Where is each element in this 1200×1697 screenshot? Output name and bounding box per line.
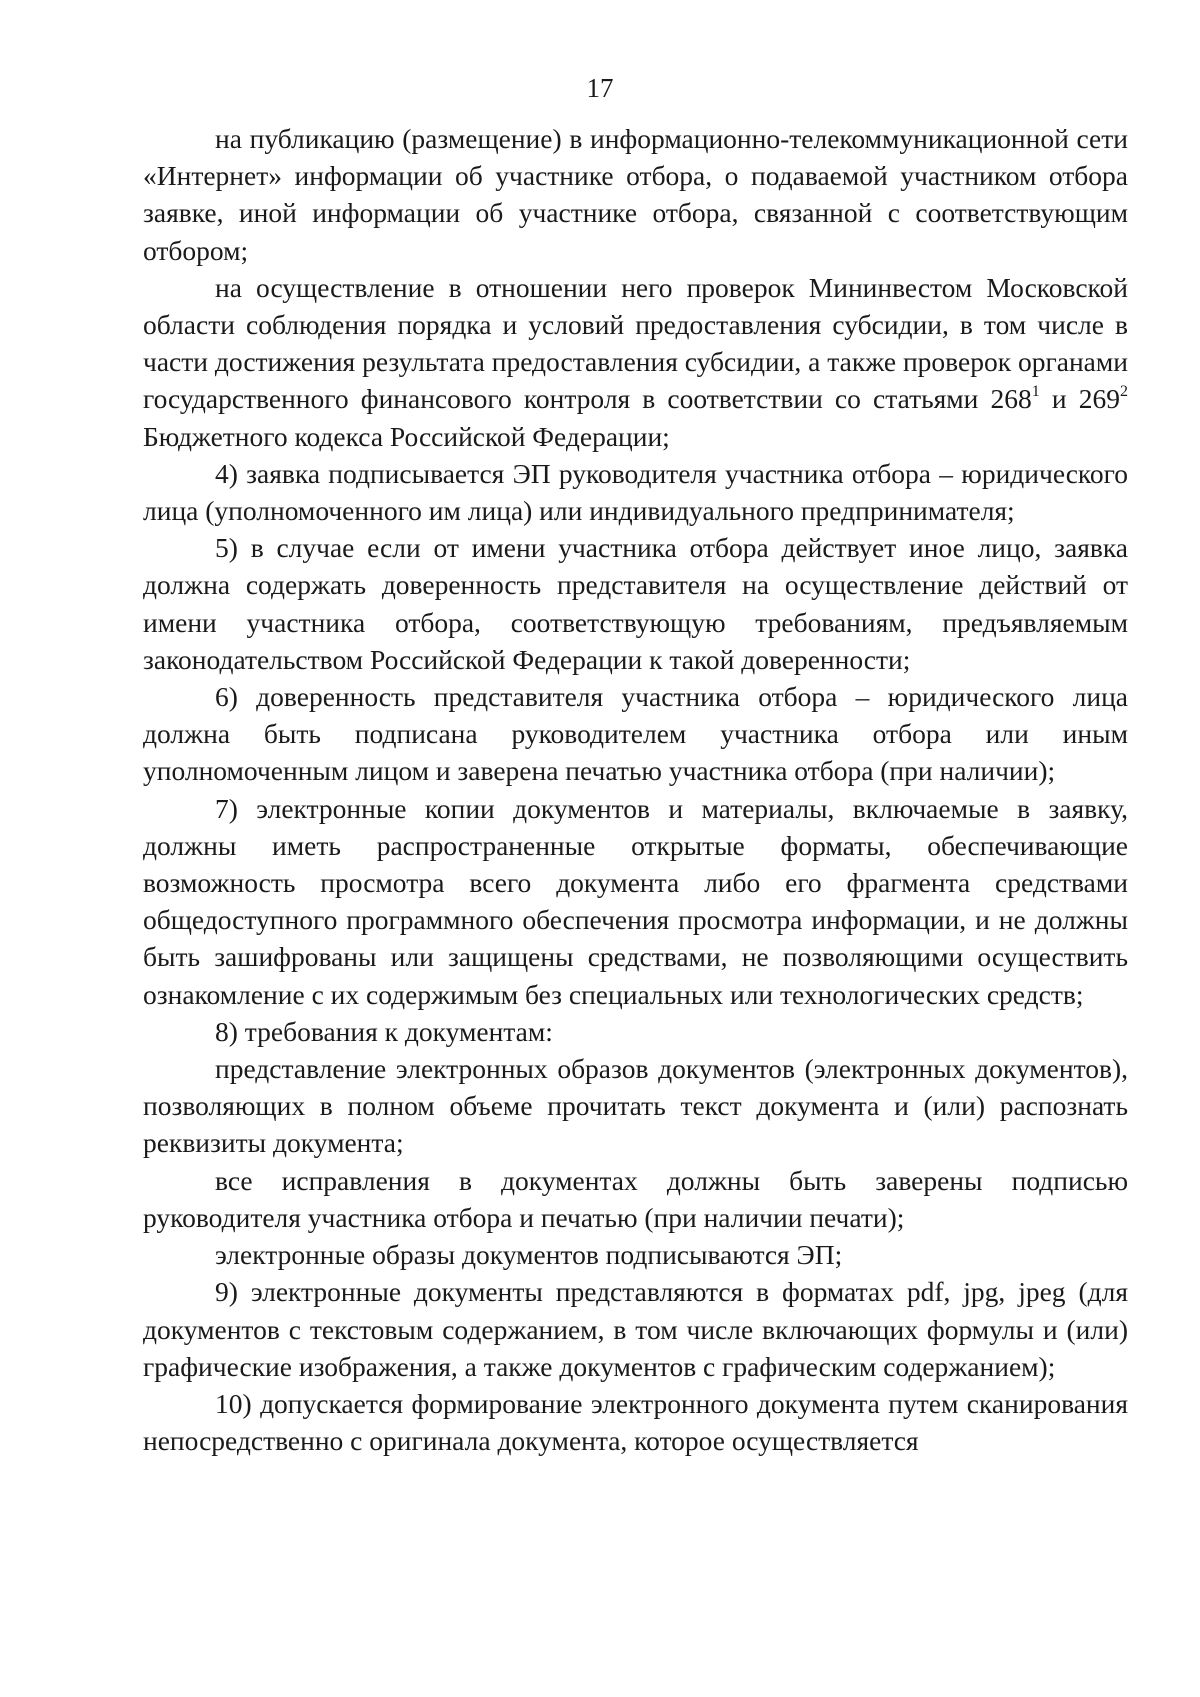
paragraph-item-6: 6) доверенность представителя участника отбора – юридического лица должна быть подписана руководителем участника отбора или иным уполномоченным лицом и заверена печатью участника отбора (при наличии); xyxy=(143,681,1128,787)
paragraph-item-7: 7) электронные копии документов и материалы, включаемые в заявку, должны иметь распространенные открытые форматы, обеспечивающие возможность просмотра всего документа либо его фрагмента средствами общедоступного программного обеспечения просмотра информации, и не должны быть зашифрованы или защищены средствами, не позволяющими осуществить ознакомление с их содержимым без специальных или технологических средств; xyxy=(143,792,1128,1010)
paragraph-publication-consent: на публикацию (размещение) в информационно-телекоммуникационной сети «Интернет» информации об участнике отбора, о подаваемой участником отбора заявке, иной информации об участнике отбора, связанной с соответствующим отбором; xyxy=(143,123,1128,266)
paragraph-signature: электронные образы документов подписываются ЭП; xyxy=(215,1239,843,1271)
paragraph-item-4: 4) заявка подписывается ЭП руководителя участника отбора – юридического лица (уполномоченного им лица) или индивидуального предпринимателя; xyxy=(143,457,1128,527)
superscript: 1 xyxy=(1031,383,1040,401)
paragraph-text: Бюджетного кодекса Российской Федерации; xyxy=(143,420,670,452)
paragraph-item-8: 8) требования к документам: xyxy=(215,1015,553,1047)
paragraph-electronic-images: представление электронных образов документов (электронных документов), позволяющих в полном объеме прочитать текст документа и (или) распознать реквизиты документа; xyxy=(143,1053,1128,1159)
paragraph-inspection-consent xyxy=(143,269,1128,455)
paragraph-text: на осуществление в отношении него проверок Мининвестом Московской области соблюдения порядка и условий предоставления субсидии, в том числе в части достижения результата предоставления субсидии, а также проверок органами государственного финансового контроля в соответствии со статьями 268 xyxy=(143,271,1128,415)
document-body xyxy=(143,120,1128,1459)
paragraph-corrections: все исправления в документах должны быть заверены подписью руководителя участника отбора и печатью (при наличии печати); xyxy=(143,1164,1128,1233)
paragraph-item-9: 9) электронные документы представляются в форматах pdf, jpg, jpeg (для документов с текстовым содержанием, в том числе включающих формулы и (или) графические изображения, а также документов с графическим содержанием); xyxy=(143,1276,1128,1382)
paragraph-text: и 269 xyxy=(1039,383,1120,415)
paragraph-item-5: 5) в случае если от имени участника отбора действует иное лицо, заявка должна содержать доверенность представителя на осуществление действий от имени участника отбора, соответствующую требованиям, предъявляемым законодательством Российской Федерации к такой доверенности; xyxy=(143,532,1128,675)
superscript: 2 xyxy=(1120,383,1128,401)
page-number: 17 xyxy=(586,73,614,103)
paragraph-item-10: 10) допускается формирование электронного документа путем сканирования непосредственно с оригинала документа, которое осуществляется xyxy=(143,1387,1128,1457)
